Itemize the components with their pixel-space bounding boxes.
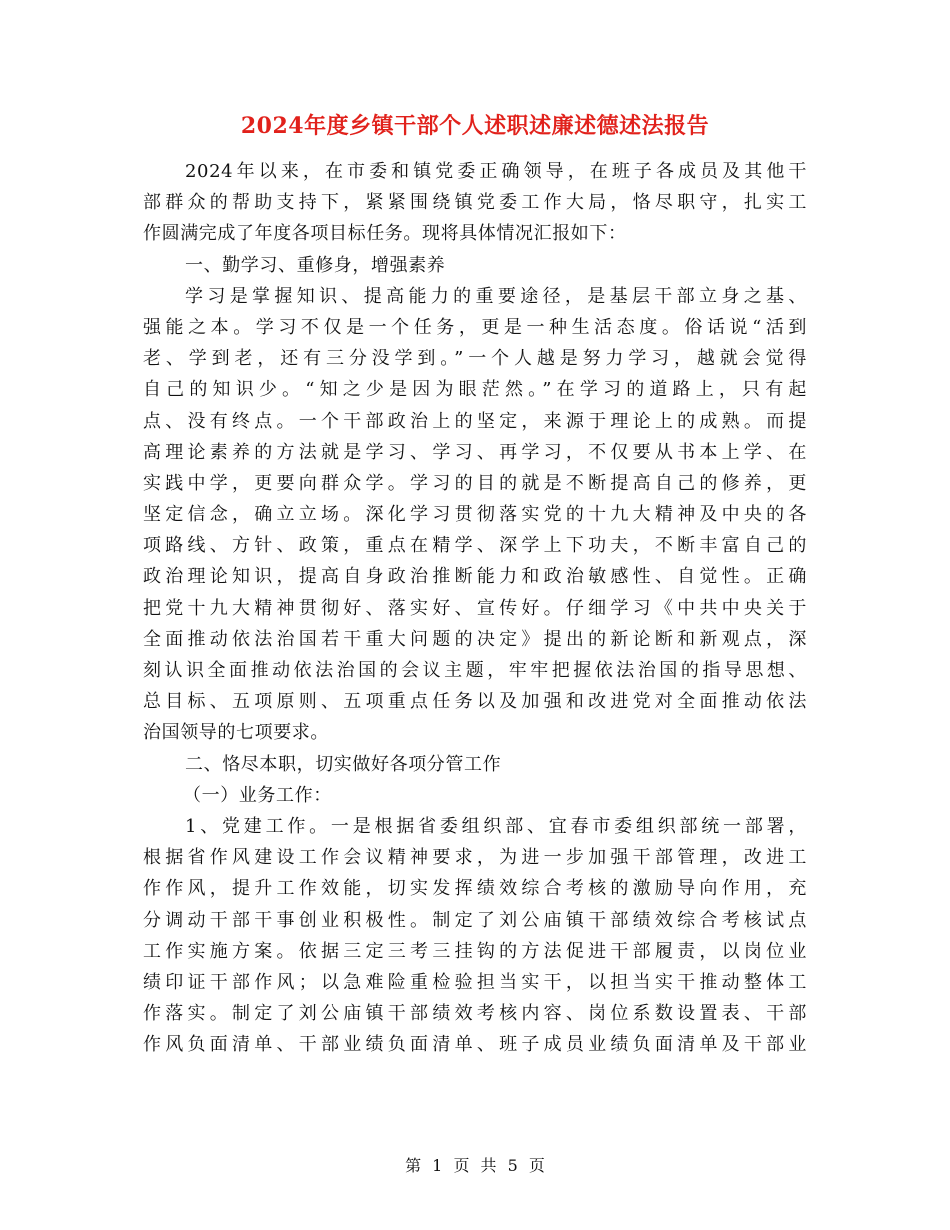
text-line: 作落实。制定了刘公庙镇干部绩效考核内容、岗位系数设置表、干部 xyxy=(143,1003,807,1025)
text-line: 工作实施方案。依据三定三考三挂钩的方法促进干部履责，以岗位业 xyxy=(143,940,807,962)
text-line: 绩印证干部作风；以急难险重检验担当实干，以担当实干推动整体工 xyxy=(143,971,807,993)
document-title: 2024年度乡镇干部个人述职述廉述德述法报告 xyxy=(240,113,710,139)
text-line: 根据省作风建设工作会议精神要求，为进一步加强干部管理，改进工 xyxy=(143,847,807,869)
text-line: 作风负面清单、干部业绩负面清单、班子成员业绩负面清单及干部业 xyxy=(143,1034,807,1056)
text-line: 1、党建工作。一是根据省委组织部、宜春市委组织部统一部署， xyxy=(185,815,807,837)
text-line: 点、没有终点。一个干部政治上的坚定，来源于理论上的成熟。而提 xyxy=(143,410,807,432)
text-line: 总目标、五项原则、五项重点任务以及加强和改进党对全面推动依法 xyxy=(143,691,807,713)
text-line: 项路线、方针、政策，重点在精学、深学上下功夫，不断丰富自己的 xyxy=(143,535,807,557)
document-body xyxy=(143,156,807,1060)
text-line: 分调动干部干事创业积极性。制定了刘公庙镇干部绩效综合考核试点 xyxy=(143,909,807,931)
text-line: 学习是掌握知识、提高能力的重要途径，是基层干部立身之基、 xyxy=(185,285,807,307)
text-line: 强能之本。学习不仅是一个任务，更是一种生活态度。俗话说“活到 xyxy=(143,316,807,338)
text-line: 政治理论知识，提高自身政治推断能力和政治敏感性、自觉性。正确 xyxy=(143,566,807,588)
text-line: 自己的知识少。“知之少是因为眼茫然。”在学习的道路上，只有起 xyxy=(143,379,807,401)
text-line: 老、学到老，还有三分没学到。”一个人越是努力学习，越就会觉得 xyxy=(143,348,807,370)
text-line: 坚定信念，确立立场。深化学习贯彻落实党的十九大精神及中央的各 xyxy=(143,504,807,526)
text-line: 2024年以来，在市委和镇党委正确领导，在班子各成员及其他干 xyxy=(185,161,807,182)
text-line: 二、恪尽本职，切实做好各项分管工作 xyxy=(185,753,502,775)
text-line: 一、勤学习、重修身，增强素养 xyxy=(185,254,446,276)
text-line: 刻认识全面推动依法治国的会议主题，牢牢把握依法治国的指导思想、 xyxy=(143,660,807,681)
text-line: （一）业务工作： xyxy=(183,784,332,806)
text-line: 把党十九大精神贯彻好、落实好、宣传好。仔细学习《中共中央关于 xyxy=(143,597,807,619)
text-line: 作作风，提升工作效能，切实发挥绩效综合考核的激励导向作用，充 xyxy=(143,878,807,900)
text-line: 部群众的帮助支持下，紧紧围绕镇党委工作大局，恪尽职守，扎实工 xyxy=(143,192,807,214)
page-footer: 第 1 页 共 5 页 xyxy=(405,1156,545,1175)
text-line: 高理论素养的方法就是学习、学习、再学习，不仅要从书本上学、在 xyxy=(143,441,807,463)
text-line: 实践中学，更要向群众学。学习的目的就是不断提高自己的修养，更 xyxy=(143,472,807,494)
text-line: 治国领导的七项要求。 xyxy=(143,722,329,744)
text-line: 全面推动依法治国若干重大问题的决定》提出的新论断和新观点，深 xyxy=(143,628,807,650)
text-line: 作圆满完成了年度各项目标任务。现将具体情况汇报如下： xyxy=(143,223,627,245)
